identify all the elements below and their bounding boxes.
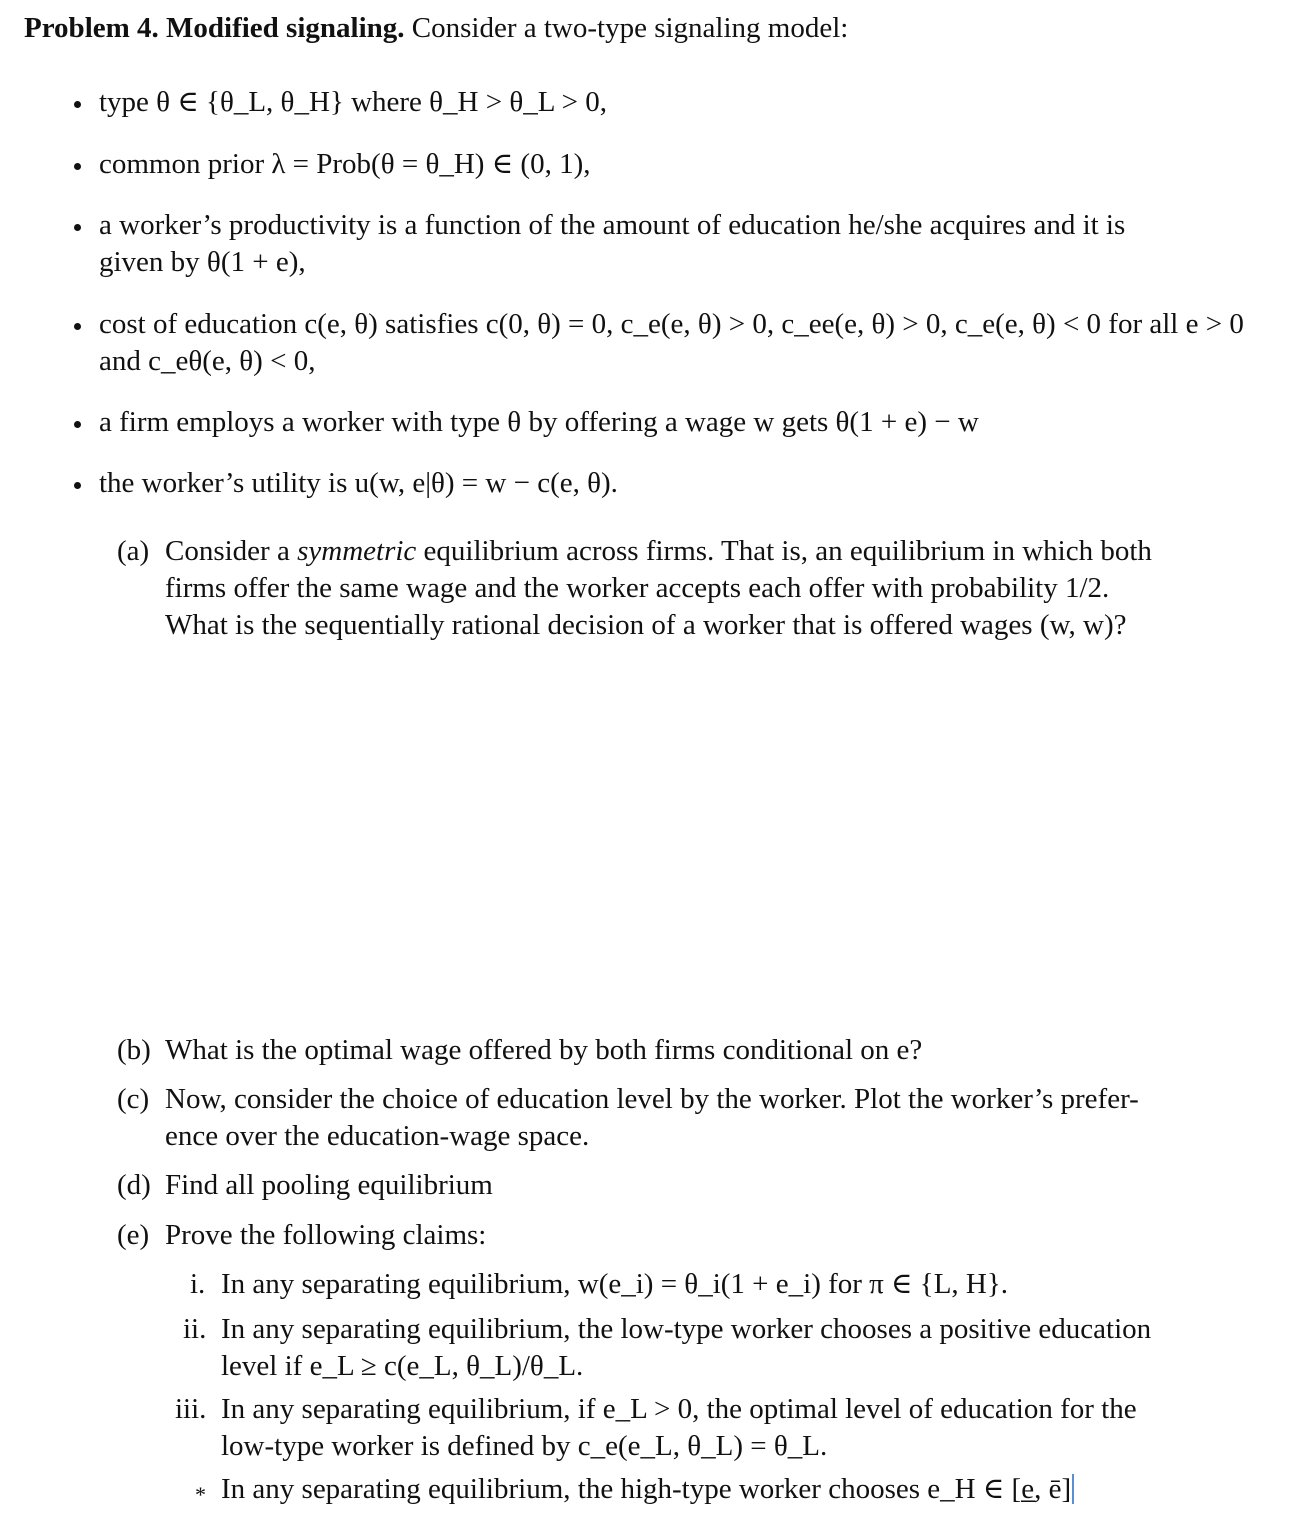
bullet-icon (74, 482, 81, 489)
assumption-type: type θ ∈ {θ_L, θ_H} where θ_H > θ_L > 0, (99, 86, 607, 118)
part-a-text-emphasis: symmetric (297, 535, 417, 567)
claim-iii-line1: In any separating equilibrium, if e_L > 0, the optimal level of education for the (221, 1393, 1137, 1425)
bullet-icon (74, 323, 81, 330)
part-d-text: Find all pooling equilibrium (165, 1169, 493, 1201)
text-cursor (1072, 1474, 1074, 1504)
claim-ii-line2: level if e_L ≥ c(e_L, θ_L)/θ_L. (221, 1350, 584, 1382)
assumption-cost: cost of education c(e, θ) satisfies c(0, θ) = 0, c_e(e, θ) > 0, c_ee(e, θ) > 0, c_e(e, θ) < 0 for all e > 0 (99, 308, 1244, 340)
part-b-text: What is the optimal wage offered by both firms conditional on e? (165, 1034, 923, 1066)
bullet-icon (74, 224, 81, 231)
bullet-icon (74, 101, 81, 108)
assumption-utility: the worker’s utility is u(w, e|θ) = w − c(e, θ). (99, 467, 618, 499)
part-a-text-post: equilibrium across firms. That is, an equilibrium in which both (416, 535, 1152, 567)
problem-header (24, 14, 848, 43)
part-c-line2: ence over the education-wage space. (165, 1120, 590, 1152)
bullet-icon (74, 421, 81, 428)
part-a-line3: What is the sequentially rational decision of a worker that is offered wages (w, w)? (165, 609, 1127, 641)
assumption-productivity-cont: given by θ(1 + e), (99, 246, 306, 278)
problem-intro: Consider a two-type signaling model: (411, 12, 849, 44)
problem-label: Problem (24, 12, 130, 44)
part-a-label: (a) (117, 535, 150, 567)
assumption-prior: common prior λ = Prob(θ = θ_H) ∈ (0, 1), (99, 148, 591, 180)
part-d-label: (d) (117, 1169, 151, 1201)
part-c-label: (c) (117, 1083, 150, 1115)
claim-star-text[interactable] (221, 1474, 1074, 1504)
part-a-text-pre: Consider a (165, 535, 298, 567)
part-e-text: Prove the following claims: (165, 1219, 487, 1251)
part-a-line1 (165, 537, 1152, 566)
bullet-icon (74, 163, 81, 170)
star-bullet-icon: * (195, 1482, 206, 1507)
claim-ii-line1: In any separating equilibrium, the low-type worker chooses a positive education (221, 1313, 1152, 1345)
problem-title: Modified signaling. (166, 12, 405, 44)
claim-iii-line2: low-type worker is defined by c_e(e_L, θ_L) = θ_L. (221, 1430, 828, 1462)
assumption-firm: a firm employs a worker with type θ by offering a wage w gets θ(1 + e) − w (99, 406, 979, 438)
part-e-label: (e) (117, 1219, 150, 1251)
problem-number: 4. (137, 12, 159, 44)
claim-ii-label: ii. (183, 1313, 207, 1345)
assumption-cost-cont: and c_eθ(e, θ) < 0, (99, 345, 316, 377)
claim-star-content: In any separating equilibrium, the high-type worker chooses e_H ∈ [e̲, ē] (221, 1473, 1072, 1505)
claim-i-label: i. (190, 1268, 206, 1300)
assumption-productivity: a worker’s productivity is a function of the amount of education he/she acquires and it is (99, 209, 1126, 241)
claim-iii-label: iii. (175, 1393, 207, 1425)
part-b-label: (b) (117, 1034, 151, 1066)
claim-i-text: In any separating equilibrium, w(e_i) = θ_i(1 + e_i) for π ∈ {L, H}. (221, 1268, 1009, 1300)
part-a-line2: firms offer the same wage and the worker accepts each offer with probability 1/2. (165, 572, 1110, 604)
part-c-line1: Now, consider the choice of education level by the worker. Plot the worker’s prefer- (165, 1083, 1139, 1115)
